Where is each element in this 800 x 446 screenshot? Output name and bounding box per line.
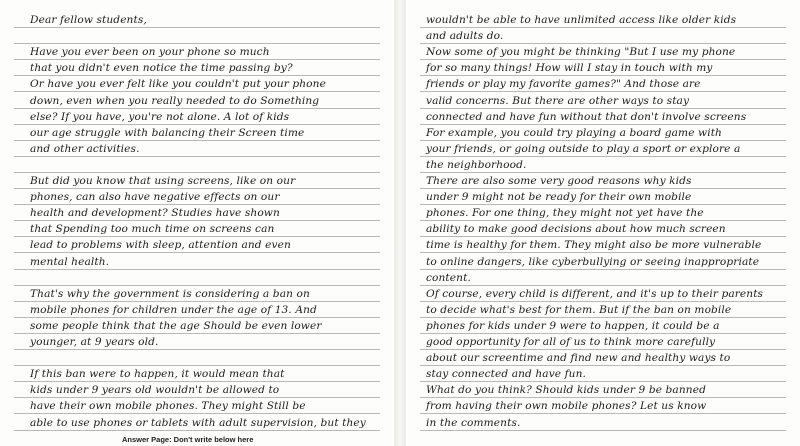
handwritten-line: Now some of you might be thinking "But I use my phone xyxy=(426,46,736,59)
ruled-line xyxy=(14,172,380,173)
ruled-line xyxy=(14,365,380,366)
handwritten-line: the neighborhood. xyxy=(426,158,527,171)
ruled-line xyxy=(420,27,786,28)
ruled-line xyxy=(14,413,380,414)
ruled-line xyxy=(420,204,786,205)
handwritten-line: under 9 might not be ready for their own mobile xyxy=(426,191,692,204)
left-answer-page xyxy=(0,0,394,446)
handwritten-line: that you didn't even notice the time passing by? xyxy=(30,62,293,75)
ruled-line xyxy=(420,140,786,141)
ruled-line xyxy=(420,75,786,76)
handwritten-line: kids under 9 years old wouldn't be allowed to xyxy=(30,384,280,397)
ruled-line xyxy=(14,156,380,157)
ruled-line xyxy=(14,301,380,302)
handwritten-line: that Spending too much time on screens can xyxy=(30,223,275,236)
handwritten-line: to decide what's best for them. But if the ban on mobile xyxy=(426,303,732,316)
handwritten-line: phones. For one thing, they might not yet have the xyxy=(426,207,704,220)
ruled-line xyxy=(14,333,380,334)
ruled-line xyxy=(420,301,786,302)
ruled-line xyxy=(14,349,380,350)
right-answer-page xyxy=(406,0,800,446)
ruled-line xyxy=(14,269,380,270)
handwritten-line: wouldn't be able to have unlimited access like older kids xyxy=(426,14,737,26)
handwritten-line: your friends, or going outside to play a sport or explore a xyxy=(426,142,741,155)
ruled-line xyxy=(420,172,786,173)
answer-page-footer: Answer Page: Don't write below here xyxy=(122,435,254,444)
page-gutter xyxy=(394,0,406,446)
handwritten-line: Have you ever been on your phone so much xyxy=(30,46,270,59)
ruled-line xyxy=(420,236,786,237)
handwritten-line: There are also some very good reasons why kids xyxy=(426,175,692,187)
handwritten-line: younger, at 9 years old. xyxy=(30,336,159,348)
handwritten-line: good opportunity for all of us to think more carefully xyxy=(426,336,716,348)
handwritten-line: and other activities. xyxy=(30,142,140,155)
ruled-line xyxy=(14,381,380,382)
handwritten-line: mental health. xyxy=(30,255,110,268)
ruled-line xyxy=(14,285,380,286)
ruled-line xyxy=(14,108,380,109)
handwritten-line: and adults do. xyxy=(426,30,504,43)
handwritten-line: about our screentime and find new and healthy ways to xyxy=(426,352,731,365)
handwritten-line: But did you know that using screens, like on our xyxy=(30,175,296,187)
ruled-line xyxy=(420,317,786,318)
ruled-line xyxy=(14,204,380,205)
handwritten-line: friends or play my favorite games?" And those are xyxy=(426,78,701,91)
ruled-line xyxy=(14,220,380,221)
handwritten-line: mobile phones for children under the age of 13. And xyxy=(30,303,317,316)
ruled-line xyxy=(420,349,786,350)
ruled-line xyxy=(420,124,786,125)
ruled-line xyxy=(420,381,786,382)
ruled-line xyxy=(420,108,786,109)
ruled-line xyxy=(420,397,786,398)
handwritten-line: phones, can also have negative effects on our xyxy=(30,191,280,204)
ruled-line xyxy=(420,269,786,270)
handwritten-line: health and development? Studies have shown xyxy=(30,207,280,220)
ruled-line xyxy=(14,124,380,125)
handwritten-line: stay connected and have fun. xyxy=(426,368,586,381)
ruled-line xyxy=(14,188,380,189)
ruled-line xyxy=(14,59,380,60)
handwritten-line: from having their own mobile phones? Let us know xyxy=(426,400,707,413)
handwritten-line: our age struggle with balancing their Screen time xyxy=(30,126,305,139)
ruled-line xyxy=(14,75,380,76)
ruled-line xyxy=(420,413,786,414)
ruled-line xyxy=(420,365,786,366)
handwritten-line: lead to problems with sleep, attention and even xyxy=(30,239,291,252)
handwritten-line: content. xyxy=(426,271,471,284)
handwritten-line: Dear fellow students, xyxy=(30,14,147,26)
handwritten-line: That's why the government is considering a ban on xyxy=(30,287,310,300)
handwritten-line: ability to make good decisions about how much screen xyxy=(426,223,726,236)
handwritten-line: in the comments. xyxy=(426,416,521,429)
handwritten-line: phones for kids under 9 were to happen, it could be a xyxy=(426,319,720,332)
handwritten-line: time is healthy for them. They might also be more vulnerable xyxy=(426,239,762,252)
handwritten-line: have their own mobile phones. They might Still be xyxy=(30,400,306,413)
ruled-line xyxy=(14,91,380,92)
ruled-line xyxy=(14,27,380,28)
handwritten-line: Or have you ever felt like you couldn't put your phone xyxy=(30,78,326,91)
ruled-line xyxy=(420,220,786,221)
ruled-line xyxy=(420,43,786,44)
handwritten-line: If this ban were to happen, it would mean that xyxy=(30,368,285,381)
ruled-line xyxy=(420,252,786,253)
ruled-line xyxy=(14,236,380,237)
handwritten-line: valid concerns. But there are other ways to stay xyxy=(426,94,690,107)
handwritten-line: some people think that the age Should be even lower xyxy=(30,319,322,332)
ruled-line xyxy=(420,285,786,286)
ruled-line xyxy=(420,333,786,334)
ruled-line xyxy=(420,59,786,60)
ruled-line xyxy=(14,397,380,398)
handwritten-line: for so many things! How will I stay in touch with my xyxy=(426,62,713,75)
ruled-line xyxy=(420,430,786,431)
handwritten-line: What do you think? Should kids under 9 be banned xyxy=(426,384,706,397)
ruled-line xyxy=(14,317,380,318)
ruled-line xyxy=(420,188,786,189)
handwritten-line: For example, you could try playing a board game with xyxy=(426,126,722,139)
handwritten-line: Of course, every child is different, and it's up to their parents xyxy=(426,287,764,300)
ruled-line xyxy=(420,91,786,92)
ruled-line xyxy=(14,252,380,253)
handwritten-line: to online dangers, like cyberbullying or seeing inappropriate xyxy=(426,255,760,268)
ruled-line xyxy=(14,140,380,141)
handwritten-line: connected and have fun without that don't involve screens xyxy=(426,110,747,123)
handwritten-line: else? If you have, you're not alone. A lot of kids xyxy=(30,110,290,123)
ruled-line xyxy=(420,156,786,157)
ruled-line xyxy=(14,43,380,44)
handwritten-line: down, even when you really needed to do Something xyxy=(30,94,320,107)
handwritten-line: able to use phones or tablets with adult supervision, but they xyxy=(30,416,366,429)
ruled-line xyxy=(14,430,380,431)
